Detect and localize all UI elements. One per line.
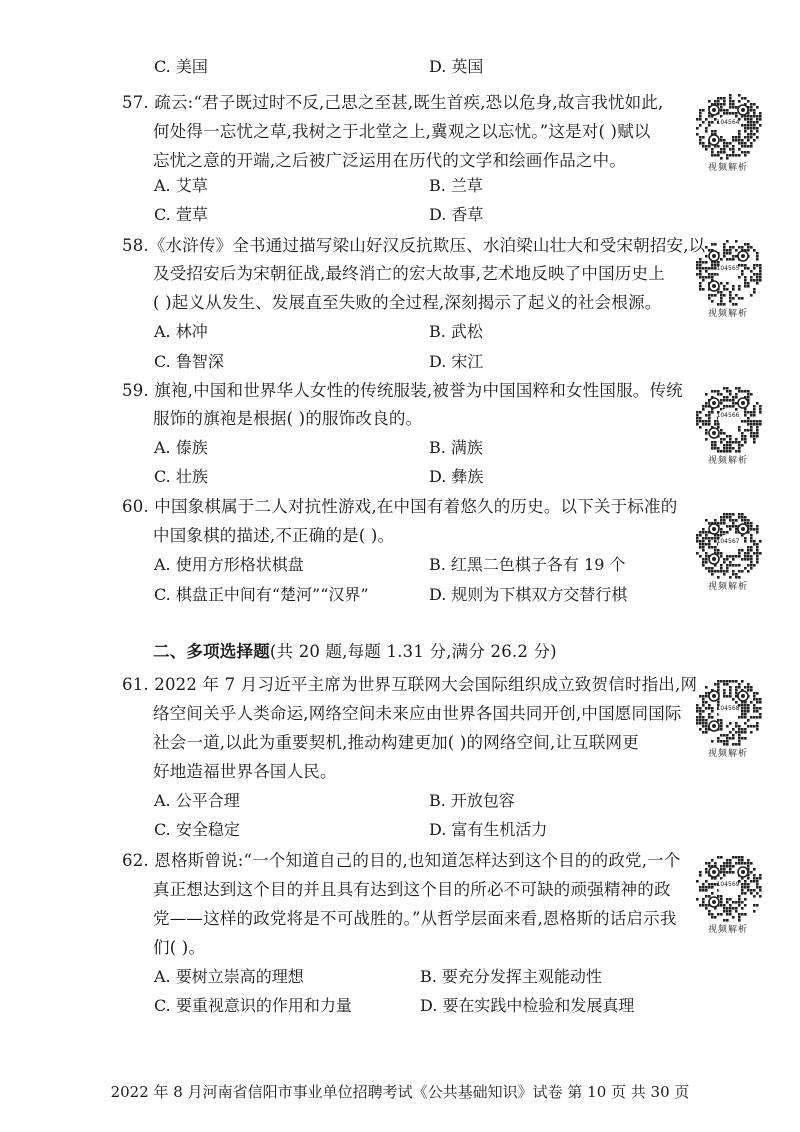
video-analysis-label: 视频解析: [707, 456, 748, 466]
qr-id-label: 104567: [716, 538, 740, 545]
qr-id-label: 104566: [716, 412, 740, 419]
qr-id-label: 104565: [716, 265, 740, 272]
q58-option-b: B. 武松: [429, 322, 483, 341]
video-analysis-label: 视频解析: [707, 582, 748, 592]
q60-option-a: A. 使用方形格状棋盘: [154, 555, 304, 574]
q60-option-b: B. 红黑二色棋子各有 19 个: [429, 555, 626, 574]
q62-option-d: D. 要在实践中检验和发展真理: [420, 996, 635, 1015]
q57-stem-line-3: 忘忧之意的开端,之后被广泛运用在历代的文学和绘画作品之中。: [153, 151, 627, 170]
q59-stem-line-1: 59. 旗袍,中国和世界华人女性的传统服装,被誉为中国国粹和女性国服。传统: [122, 381, 683, 400]
q60-video-qr-code[interactable]: [692, 509, 766, 593]
q58-video-qr-code[interactable]: [692, 236, 766, 320]
q58-option-a: A. 林冲: [154, 322, 208, 341]
q62-stem-line-4: 们( )。: [153, 938, 206, 957]
q58-option-d: D. 宋江: [429, 352, 484, 371]
q61-option-d: D. 富有生机活力: [429, 820, 548, 839]
video-analysis-label: 视频解析: [707, 309, 748, 319]
video-analysis-label: 视频解析: [707, 749, 748, 759]
qr-id-label: 104564: [716, 119, 740, 126]
q62-option-a: A. 要树立崇高的理想: [154, 967, 304, 986]
q60-option-c: C. 棋盘正中间有“楚河”“汉界”: [154, 585, 369, 604]
q57-video-qr-code[interactable]: [692, 90, 766, 174]
q59-option-b: B. 满族: [429, 438, 483, 457]
q62-stem-line-2: 真正想达到这个目的并且具有达到这个目的所必不可缺的顽强精神的政: [153, 880, 671, 899]
section-heading: [153, 642, 557, 662]
q58-stem-line-2: 及受招安后为宋朝征战,最终消亡的宏大故事,艺术地反映了中国历史上: [153, 264, 665, 283]
q57-option-a: A. 艾草: [154, 176, 208, 195]
q59-stem-line-2: 服饰的旗袍是根据( )的服饰改良的。: [153, 409, 423, 428]
q61-video-qr-code[interactable]: [692, 676, 766, 760]
q57-option-b: B. 兰草: [429, 176, 483, 195]
q59-option-d: D. 彝族: [429, 467, 484, 486]
qr-id-label: 104569: [716, 881, 740, 888]
q61-stem-line-2: 络空间关乎人类命运,网络空间未来应由世界各国共同开创,中国愿同国际: [153, 704, 682, 723]
q61-stem-line-3: 社会一道,以此为重要契机,推动构建更加( )的网络空间,让互联网更: [153, 733, 639, 752]
q62-stem-line-3: 党——这样的政党将是不可战胜的。”从哲学层面来看,恩格斯的话启示我: [153, 909, 677, 928]
q61-option-a: A. 公平合理: [154, 791, 240, 810]
page-footer: 2022 年 8 月河南省信阳市事业单位招聘考试《公共基础知识》试卷 第 10 页 共 30 页: [110, 1083, 690, 1101]
q61-stem-line-4: 好地造福世界各国人民。: [153, 762, 337, 781]
q61-stem-line-1: 61. 2022 年 7 月习近平主席为世界互联网大会国际组织成立致贺信时指出,网: [122, 675, 698, 694]
q59-video-qr-code[interactable]: [692, 383, 766, 467]
q57-option-d: D. 香草: [429, 205, 484, 224]
q62-option-b: B. 要充分发挥主观能动性: [420, 967, 602, 986]
q57-option-c: C. 萱草: [154, 205, 208, 224]
q58-option-c: C. 鲁智深: [154, 352, 224, 371]
q62-option-c: C. 要重视意识的作用和力量: [154, 996, 352, 1015]
q59-option-a: A. 傣族: [154, 438, 208, 457]
video-analysis-label: 视频解析: [707, 925, 748, 935]
q61-option-b: B. 开放包容: [429, 791, 515, 810]
q61-option-c: C. 安全稳定: [154, 820, 240, 839]
q62-stem-line-1: 62. 恩格斯曾说:“一个知道自己的目的,也知道怎样达到这个目的的政党,一个: [122, 851, 681, 870]
q58-stem-line-1: 58.《水浒传》全书通过描写梁山好汉反抗欺压、水泊梁山壮大和受宋朝招安,以: [122, 236, 706, 255]
video-analysis-label: 视频解析: [707, 163, 748, 173]
q60-stem-line-2: 中国象棋的描述,不正确的是( )。: [153, 526, 395, 545]
q57-stem-line-1: 57. 疏云:“君子既过时不反,己思之至甚,既生首疾,恐以危身,故言我忧如此,: [122, 93, 664, 112]
q57-stem-line-2: 何处得一忘忧之草,我树之于北堂之上,冀观之以忘忧。”这是对( )赋以: [153, 122, 651, 141]
q60-stem-line-1: 60. 中国象棋属于二人对抗性游戏,在中国有着悠久的历史。以下关于标准的: [122, 497, 678, 516]
q62-video-qr-code[interactable]: [692, 852, 766, 936]
q60-option-d: D. 规则为下棋双方交替行棋: [429, 585, 628, 604]
q56-option-c: C. 美国: [154, 57, 208, 76]
q58-stem-line-3: ( )起义从发生、发展直至失败的全过程,深刻揭示了起义的社会根源。: [153, 293, 662, 312]
section-title: 二、多项选择题: [153, 642, 270, 661]
q56-option-d: D. 英国: [429, 57, 484, 76]
qr-id-label: 104568: [716, 705, 740, 712]
q59-option-c: C. 壮族: [154, 467, 208, 486]
section-note: (共 20 题,每题 1.31 分,满分 26.2 分): [269, 642, 557, 661]
